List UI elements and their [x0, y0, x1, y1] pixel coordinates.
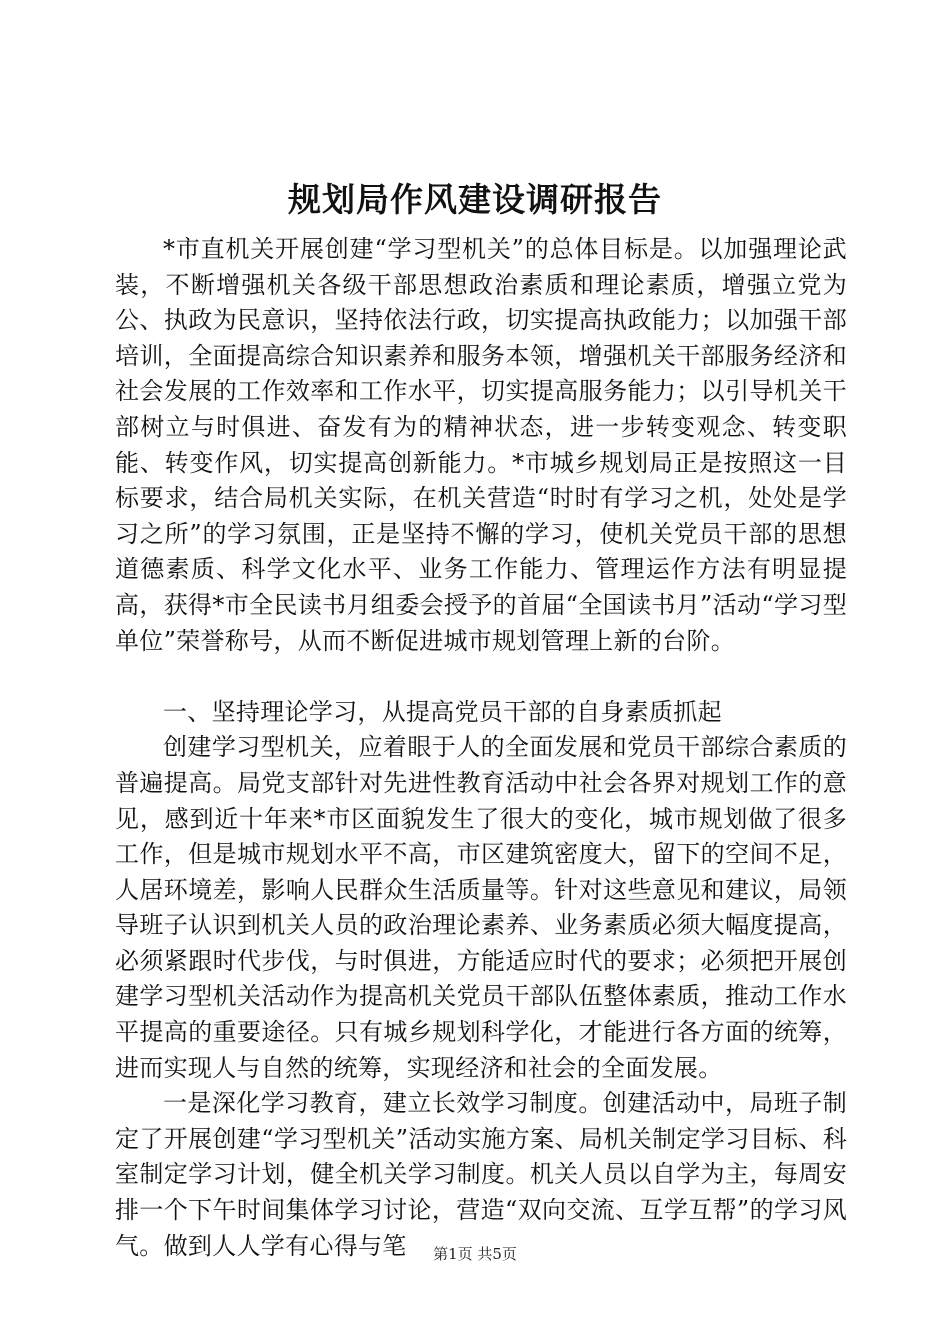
document-title: 规划局作风建设调研报告 — [288, 180, 662, 219]
section-paragraph: 创建学习型机关，应着眼于人的全面发展和党员干部综合素质的普遍提高。局党支部针对先进性教育活动中社会各界对规划工作的意见，感到近十年来*市区面貌发生了很大的变化，城市规划做了很多工作，但是城市规划水平不高，市区建筑密度大，留下的空间不足，人居环境差，影响人民群众生活质量等。针对这些意见和建议，局领导班子认识到机关人员的政治理论素养、业务素质必须大幅度提高，必须紧跟时代步伐，与时俱进，方能适应时代的要求；必须把开展创建学习型机关活动作为提高机关党员干部队伍整体素质，推动工作水平提高的重要途径。只有城乡规划科学化，才能进行各方面的统筹，进而实现人与自然的统筹，实现经济和社会的全面发展。 — [115, 733, 847, 1082]
point-paragraph: 一是深化学习教育，建立长效学习制度。创建活动中，局班子制定了开展创建“学习型机关”活动实施方案、局机关制定学习目标、科室制定学习计划，健全机关学习制度。机关人员以自学为主，每周安排一个下午时间集体学习讨论，营造“双向交流、互学互帮”的学习风气。做到人人学有心得与笔 — [115, 1089, 847, 1260]
page-number-footer: 第1页 共5页 — [433, 1245, 517, 1263]
paragraph-gap — [115, 659, 847, 695]
section-heading: 一、坚持理论学习，从提高党员干部的自身素质抓起 — [163, 697, 722, 726]
document-body — [115, 232, 847, 1264]
intro-paragraph: *市直机关开展创建“学习型机关”的总体目标是。以加强理论武装，不断增强机关各级干部思想政治素质和理论素质，增强立党为公、执政为民意识，坚持依法行政，切实提高执政能力；以加强干部培训，全面提高综合知识素养和服务本领，增强机关干部服务经济和社会发展的工作效率和工作水平，切实提高服务能力；以引导机关干部树立与时俱进、奋发有为的精神状态，进一步转变观念、转变职能、转变作风，切实提高创新能力。*市城乡规划局正是按照这一目标要求，结合局机关实际，在机关营造“时时有学习之机，处处是学习之所”的学习氛围，正是坚持不懈的学习，使机关党员干部的思想道德素质、科学文化水平、业务工作能力、管理运作方法有明显提高，获得*市全民读书月组委会授予的首届“全国读书月”活动“学习型单位”荣誉称号，从而不断促进城市规划管理上新的台阶。 — [115, 235, 847, 655]
